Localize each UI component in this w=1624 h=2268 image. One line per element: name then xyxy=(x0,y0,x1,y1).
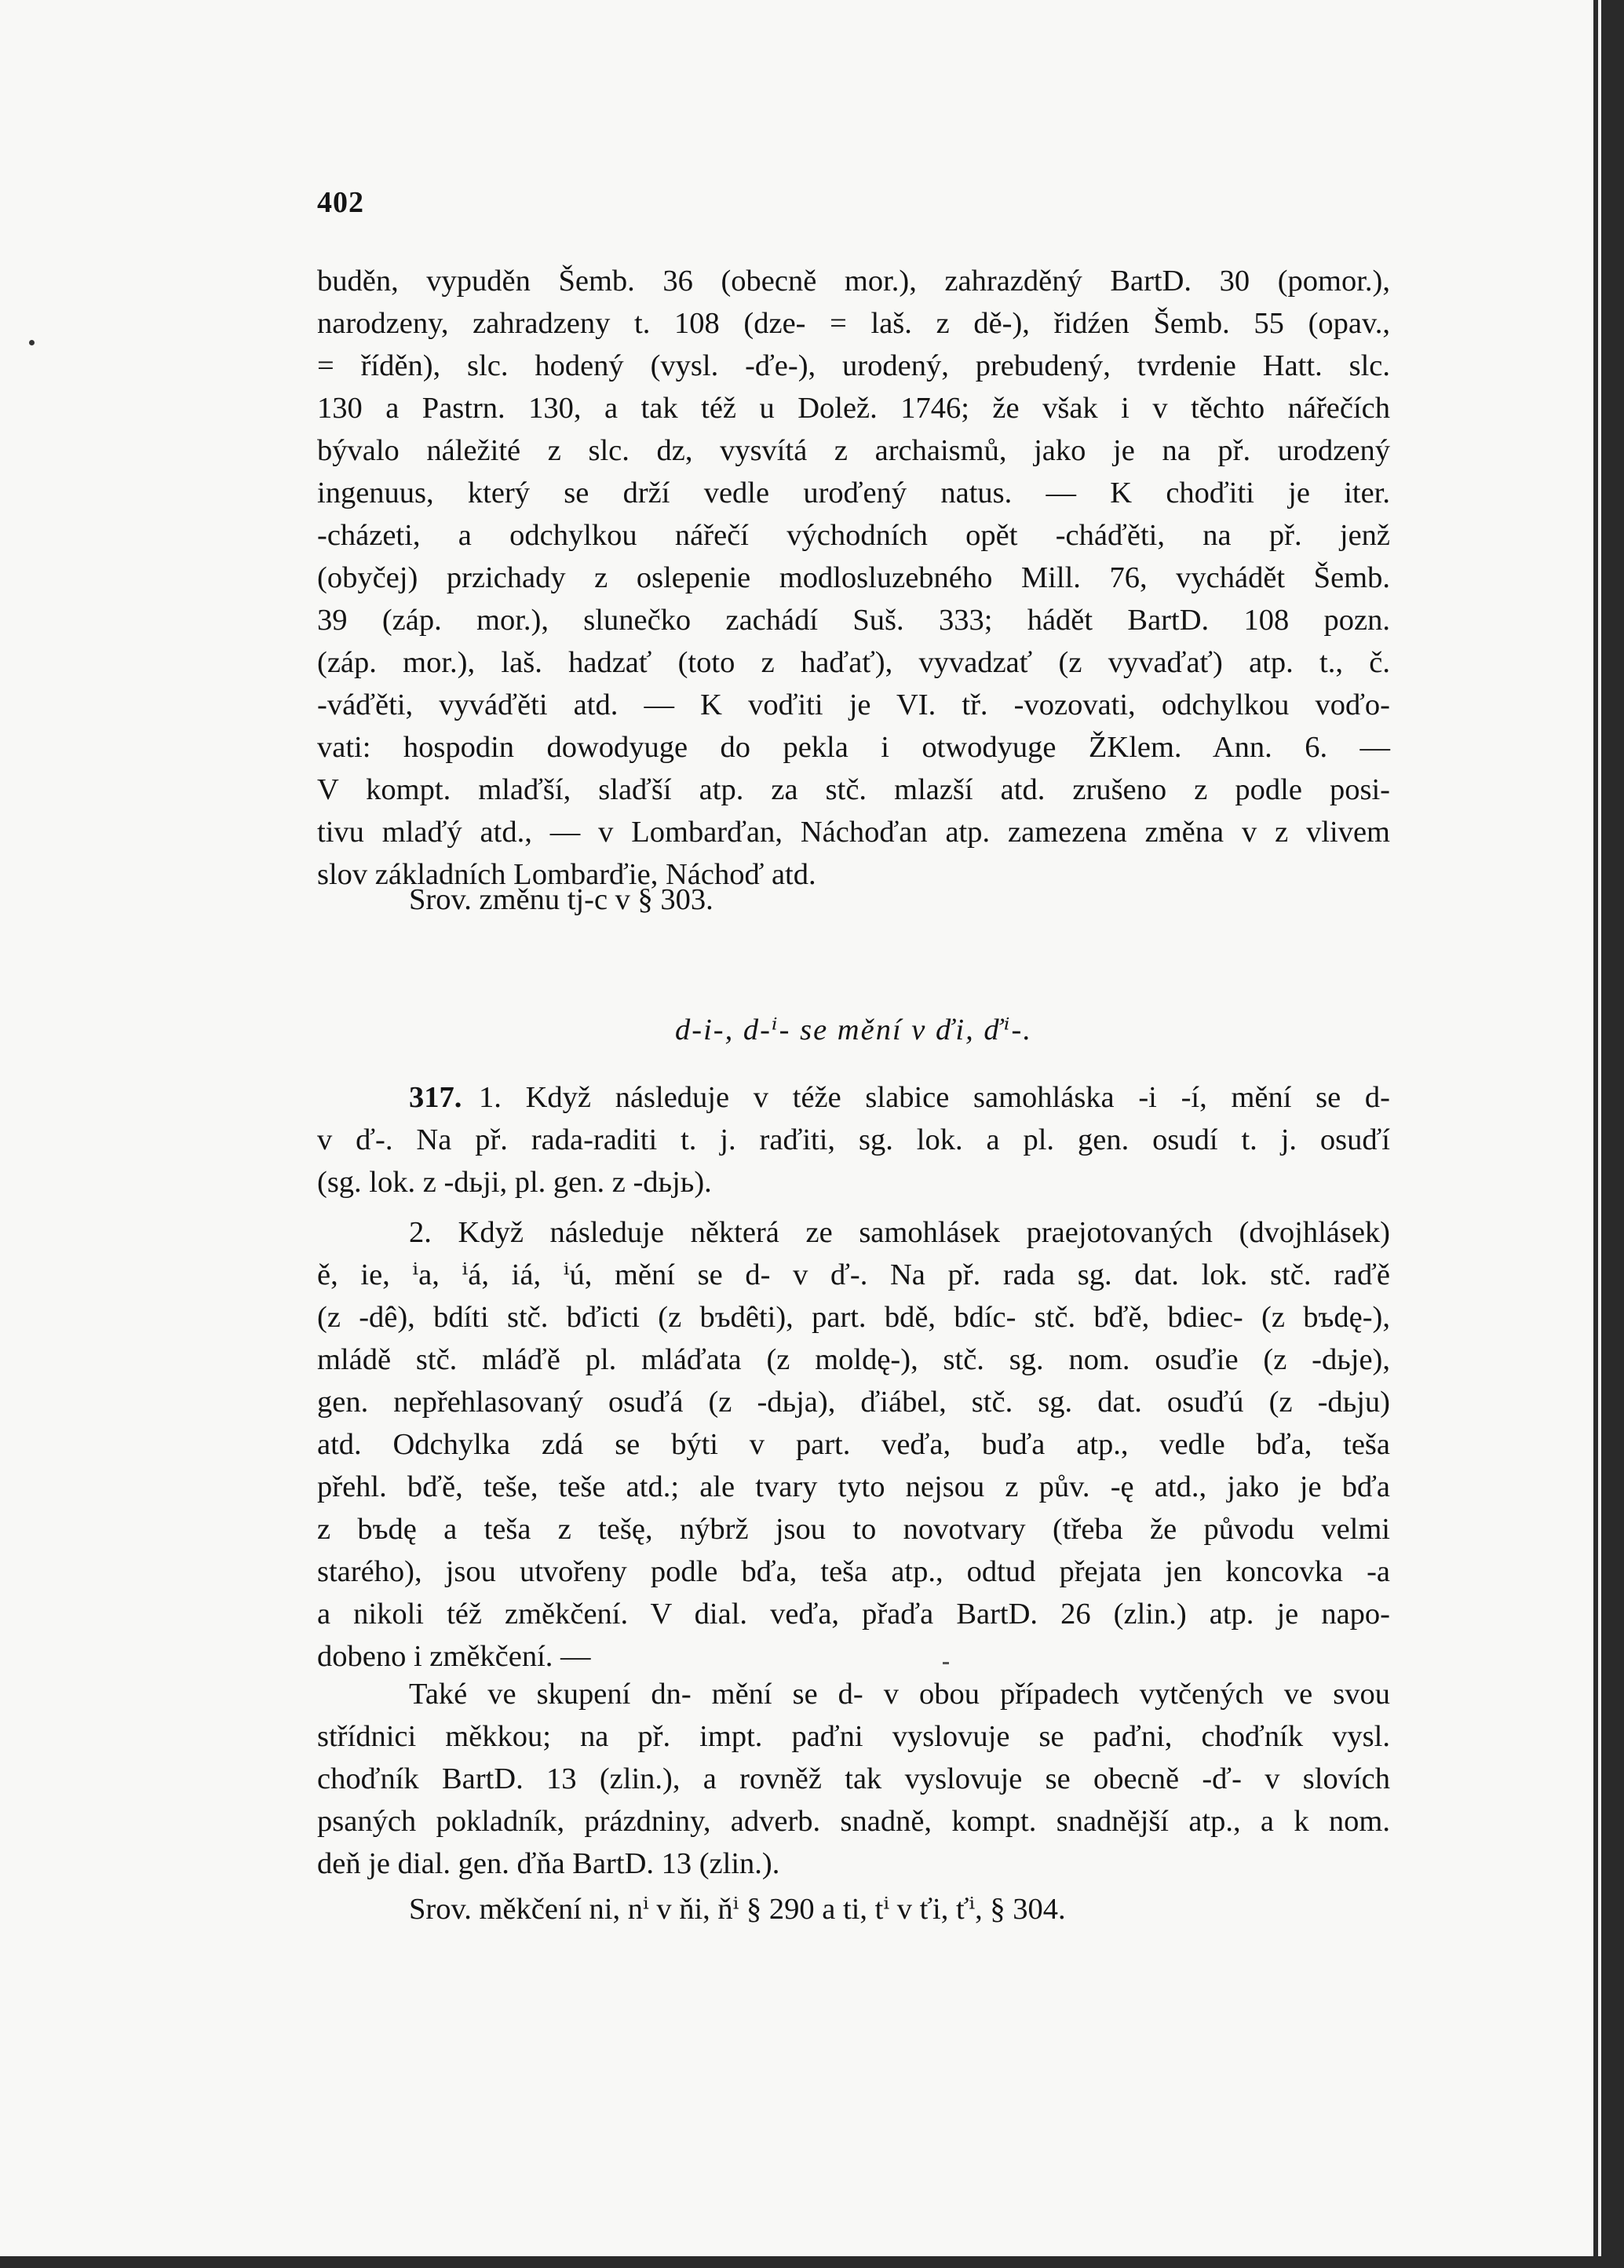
text-line: 2. Když následuje některá ze samohlásek praejotovaných (dvojhlásek) xyxy=(409,1216,1390,1249)
text-line: atd. Odchylka zdá se býti v part. veďa, buďa atp., vedle bďa, teša xyxy=(317,1428,1390,1461)
cross-reference: Srov. měkčení ni, nⁱ v ňi, ňⁱ § 290 a ti, tⁱ v ťi, ťⁱ, § 304. xyxy=(409,1893,1066,1926)
text-line: (obyčej) przichady z oslepenie modlosluzebného Mill. 76, vychádět Šemb. xyxy=(317,561,1390,594)
text-line: narodzeny, zahradzeny t. 108 (dze- = laš. z dě-), řidźen Šemb. 55 (opav., xyxy=(317,307,1390,340)
text-line: ě, ie, ⁱa, ⁱá, iá, ⁱú, mění se d- v ď-. Na př. rada sg. dat. lok. stč. raďě xyxy=(317,1258,1390,1291)
text-line: dobeno i změkčení. — xyxy=(317,1640,591,1673)
text-line: vati: hospodin dowodyuge do pekla i otwodyuge ŽKlem. Ann. 6. — xyxy=(317,731,1390,764)
text-line: slov základních Lombarďie, Náchoď atd. xyxy=(317,858,816,891)
text-line: ingenuus, který se drží vedle uroďený natus. — K choďiti je iter. xyxy=(317,477,1390,509)
text-line: střídnici měkkou; na př. impt. paďni vyslovuje se paďni, choďník vysl. xyxy=(317,1720,1390,1753)
text-line: 39 (záp. mor.), slunečko zachádí Suš. 333; hádět BartD. 108 pozn. xyxy=(317,604,1390,637)
section-heading: d-i-, d-ⁱ- se mění v ďi, ďⁱ-. xyxy=(675,1013,1032,1046)
text-line: 1. Když následuje v téže slabice samohláska -i -í, mění se d- xyxy=(479,1081,1390,1114)
page-number: 402 xyxy=(317,186,364,219)
scan-edge-bottom xyxy=(0,2256,1624,2268)
text-line: choďník BartD. 13 (zlin.), a rovněž tak vyslovuje se obecně -ď- v slovích xyxy=(317,1762,1390,1795)
text-line: mládě stč. mláďě pl. mláďata (z moldę-), stč. sg. nom. osuďie (z -dьje), xyxy=(317,1343,1390,1376)
text-line: -cházeti, a odchylkou nářečí východních opět -cháďěti, na př. jenž xyxy=(317,519,1390,552)
text-line: a nikoli též změkčení. V dial. veďa, přaďa BartD. 26 (zlin.) atp. je napo- xyxy=(317,1598,1390,1631)
text-line: (z -dê), bdíti stč. bďicti (z bъdêti), part. bdě, bdíc- stč. bďě, bdiec- (z bъdę-), xyxy=(317,1301,1390,1334)
text-line: psaných pokladník, prázdniny, adverb. snadně, kompt. snadnější atp., a k nom. xyxy=(317,1805,1390,1838)
text-line: Také ve skupení dn- mění se d- v obou případech vytčených ve svou xyxy=(409,1678,1390,1711)
text-line: bývalo náležité z slc. dz, vysvítá z archaismů, jako je na př. urodzený xyxy=(317,434,1390,467)
text-line: deň je dial. gen. ďňa BartD. 13 (zlin.). xyxy=(317,1847,780,1880)
margin-speck xyxy=(29,340,35,345)
section-number: 317. xyxy=(409,1081,462,1114)
text-line: (záp. mor.), laš. hadzať (toto z haďať), vyvadzať (z vyvaďať) atp. t., č. xyxy=(317,646,1390,679)
text-line: tivu mlaďý atd., — v Lombarďan, Náchoďan atp. zamezena změna v z vlivem xyxy=(317,816,1390,849)
text-line: v ď-. Na př. rada-raditi t. j. raďiti, sg. lok. a pl. gen. osudí t. j. osuďí xyxy=(317,1123,1390,1156)
text-line: buděn, vypuděn Šemb. 36 (obecně mor.), zahrazděný BartD. 30 (pomor.), xyxy=(317,265,1390,298)
text-line: přehl. bďě, teše, teše atd.; ale tvary tyto nejsou z pův. -ę atd., jako je bďa xyxy=(317,1470,1390,1503)
text-line: 130 a Pastrn. 130, a tak též u Dolež. 1746; že však i v těchto nářečích xyxy=(317,392,1390,425)
cross-reference: Srov. změnu tj-c v § 303. xyxy=(409,883,713,916)
text-line: (sg. lok. z -dьji, pl. gen. z -dьjь). xyxy=(317,1166,712,1199)
text-line: = říděn), slc. hodený (vysl. -ďe-), urodený, prebudený, tvrdenie Hatt. slc. xyxy=(317,349,1390,382)
scan-edge-line xyxy=(1598,0,1601,2268)
text-line: V kompt. mlaďší, slaďší atp. za stč. mlazší atd. zrušeno z podle posi- xyxy=(317,773,1390,806)
text-line: gen. nepřehlasovaný osuďá (z -dьja), ďiábel, stč. sg. dat. osuďú (z -dьju) xyxy=(317,1386,1390,1419)
text-line: -váďěti, vyváďěti atd. — K voďiti je VI. tř. -vozovati, odchylkou voďo- xyxy=(317,688,1390,721)
text-line: z bъdę a teša z tešę, nýbrž jsou to novotvary (třeba že původu velmi xyxy=(317,1513,1390,1546)
text-line: starého), jsou utvořeny podle bďa, teša atp., odtud přejata jen koncovka -a xyxy=(317,1555,1390,1588)
